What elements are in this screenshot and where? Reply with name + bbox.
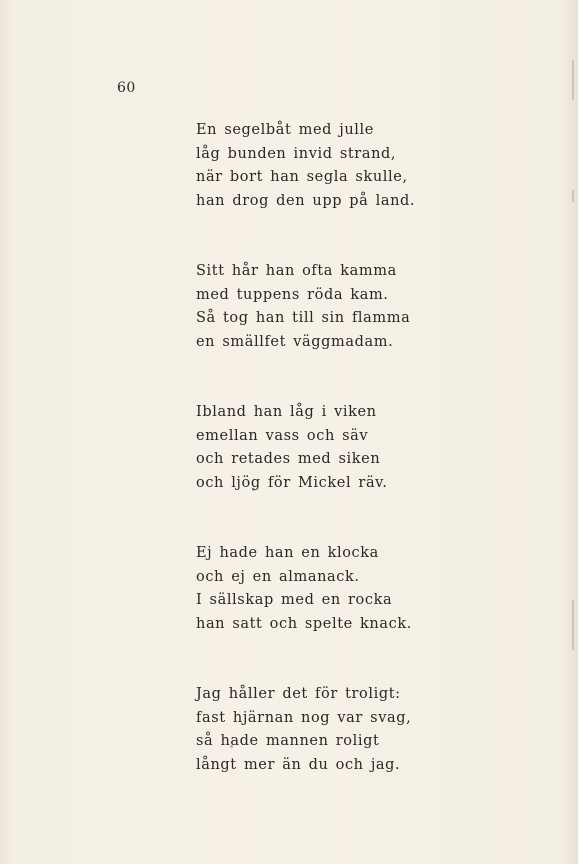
poem-line: och ljög för Mickel räv. — [196, 474, 388, 491]
stanza-1 — [196, 119, 526, 213]
poem-line: Sitt hår han ofta kamma — [196, 263, 397, 279]
poem-line: och ej en almanack. — [196, 568, 360, 585]
poem-line: när bort han segla skulle, — [196, 169, 408, 185]
poem-line: låg bunden invid strand, — [196, 145, 397, 162]
stanza-4 — [196, 542, 526, 636]
page-edge-mark — [572, 60, 574, 100]
poem-line: och retades med siken — [196, 451, 381, 467]
poem-line: En segelbåt med julle — [196, 122, 374, 138]
poem-line: Ibland han låg i viken — [196, 404, 377, 420]
poem-line: han drog den upp på land. — [196, 192, 416, 209]
stanza-3 — [196, 401, 526, 495]
page-number: 60 — [117, 80, 136, 96]
poem-line: långt mer än du och jag. — [196, 756, 401, 773]
page-edge-mark — [572, 600, 574, 650]
poem-line: Så tog han till sin flamma — [196, 310, 411, 326]
poem-line: Jag håller det för troligt: — [196, 686, 401, 702]
page-edge-mark — [572, 190, 574, 202]
poem-line: I sällskap med en rocka — [196, 592, 393, 608]
poem-line: så hade mannen roligt — [196, 733, 380, 749]
poem — [196, 119, 526, 824]
poem-line: med tuppens röda kam. — [196, 286, 389, 303]
poem-line: han satt och spelte knack. — [196, 615, 412, 632]
stanza-5 — [196, 683, 526, 777]
poem-line: en smällfet väggmadam. — [196, 333, 394, 350]
poem-line: Ej hade han en klocka — [196, 545, 379, 561]
poem-line: fast hjärnan nog var svag, — [196, 709, 412, 726]
stanza-2 — [196, 260, 526, 354]
poem-line: emellan vass och säv — [196, 427, 369, 444]
